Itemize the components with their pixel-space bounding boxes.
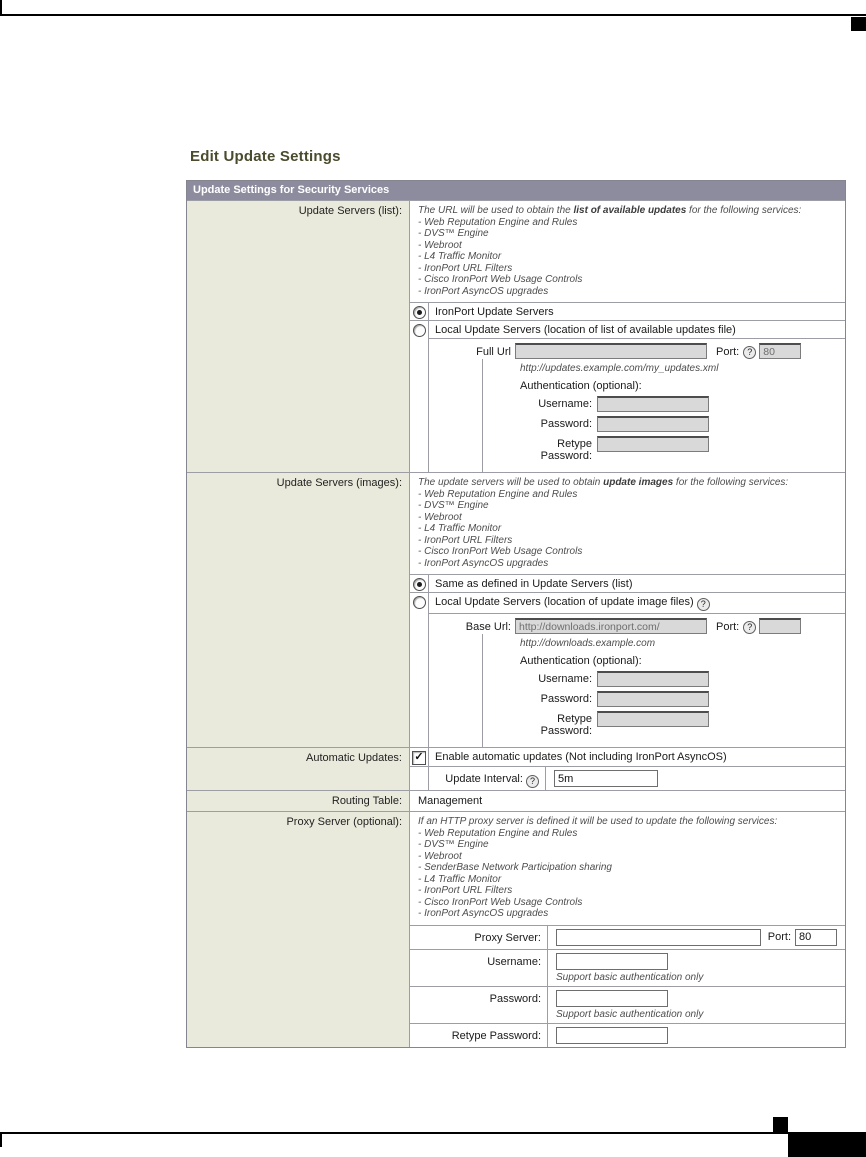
bottom-square-mark: [773, 1117, 788, 1132]
service-item: - L4 Traffic Monitor: [418, 251, 502, 262]
desc-text: The URL will be used to obtain the: [418, 205, 574, 216]
retype-password-label: Retype Password:: [410, 1024, 548, 1047]
routing-table-value: Management: [418, 795, 483, 807]
option-label: [429, 593, 845, 613]
update-interval-input[interactable]: [554, 770, 658, 787]
service-item: - IronPort AsyncOS upgrades: [418, 285, 549, 297]
service-item: - DVS™ Engine: [418, 839, 489, 850]
port-label: Port:: [767, 931, 791, 943]
row-label: Routing Table:: [187, 791, 410, 811]
checkbox-label: Enable automatic updates (Not including IronPort AsyncOS): [435, 751, 727, 763]
service-item: - Web Reputation Engine and Rules: [418, 216, 578, 228]
service-list: [418, 828, 839, 920]
top-right-square-mark: [851, 17, 866, 31]
service-item: - IronPort URL Filters: [418, 885, 513, 896]
password-input[interactable]: [597, 416, 709, 432]
update-interval-label: [429, 767, 546, 790]
service-item: - L4 Traffic Monitor: [418, 523, 502, 534]
option-label: IronPort Update Servers: [435, 306, 554, 318]
service-list: [418, 489, 839, 570]
port-input[interactable]: [759, 343, 801, 359]
option-label: Local Update Servers (location of list of available updates file): [435, 324, 736, 336]
authentication-title: Authentication (optional):: [520, 380, 642, 392]
proxy-password-field-row: [410, 986, 845, 1023]
base-url-label: Base Url:: [465, 621, 511, 633]
desc-text: The update servers will be used to obtain: [418, 477, 604, 488]
help-icon[interactable]: ?: [743, 346, 756, 359]
service-item: - DVS™ Engine: [418, 228, 489, 239]
port-label: Port:: [716, 346, 740, 358]
proxy-server-input[interactable]: [556, 929, 761, 946]
row-automatic-updates: [187, 747, 845, 790]
row-routing-table: [187, 790, 845, 811]
username-label: Username:: [410, 950, 548, 986]
row-label: Update Servers (images):: [187, 473, 410, 747]
service-item: - Webroot: [418, 511, 462, 523]
list-description: [410, 201, 845, 302]
service-item: - Cisco IronPort Web Usage Controls: [418, 896, 583, 908]
authentication-title: Authentication (optional):: [520, 655, 642, 667]
update-interval-label-text: Update Interval:: [445, 773, 523, 785]
service-item: - IronPort AsyncOS upgrades: [418, 908, 549, 919]
service-list: [418, 217, 839, 298]
full-url-label: Full Url: [476, 346, 511, 358]
desc-text: for the following services:: [686, 205, 802, 216]
radio-ironport-update-servers[interactable]: [413, 306, 426, 319]
bottom-left-edge-mark: [0, 1132, 2, 1147]
base-url-input[interactable]: [515, 618, 707, 634]
username-label: Username:: [538, 398, 592, 410]
enable-automatic-updates-checkbox[interactable]: ✓: [412, 751, 426, 765]
example-url: http://updates.example.com/my_updates.xml: [520, 363, 719, 374]
top-left-edge-mark: [0, 0, 2, 15]
top-rule: [0, 14, 866, 16]
username-input[interactable]: [597, 671, 709, 687]
option-local-update-servers-images: [410, 592, 845, 747]
retype-password-input[interactable]: [597, 711, 709, 727]
proxy-retype-password-field-row: [410, 1023, 845, 1047]
proxy-description: [410, 812, 845, 925]
password-label: Password:: [540, 418, 592, 430]
service-item: - Web Reputation Engine and Rules: [418, 488, 578, 500]
proxy-password-input[interactable]: [556, 990, 668, 1007]
username-input[interactable]: [597, 396, 709, 412]
page-title: Edit Update Settings: [190, 148, 341, 165]
bottom-rule: [0, 1132, 788, 1134]
password-label: Password:: [410, 987, 548, 1023]
service-item: - DVS™ Engine: [418, 500, 489, 511]
desc-text: for the following services:: [673, 477, 789, 488]
password-label: Password:: [540, 693, 592, 705]
service-item: - IronPort URL Filters: [418, 262, 513, 274]
radio-local-update-servers-images[interactable]: [413, 596, 426, 609]
row-label: Proxy Server (optional):: [187, 812, 410, 1047]
full-url-input[interactable]: [515, 343, 707, 359]
option-same-as-list: [410, 574, 845, 592]
radio-same-as-list[interactable]: [413, 578, 426, 591]
desc-bold-text: list of available updates: [573, 205, 687, 216]
service-item: - Webroot: [418, 239, 462, 251]
proxy-server-label: Proxy Server:: [410, 926, 548, 949]
example-url: http://downloads.example.com: [520, 638, 656, 649]
help-icon[interactable]: ?: [743, 621, 756, 634]
row-update-servers-images: [187, 472, 845, 747]
option-ironport-update-servers: [410, 302, 845, 320]
password-input[interactable]: [597, 691, 709, 707]
option-label: Same as defined in Update Servers (list): [435, 578, 633, 590]
desc-bold-text: update images: [603, 477, 674, 488]
username-label: Username:: [538, 673, 592, 685]
indent-cell: [410, 767, 429, 790]
help-icon[interactable]: ?: [526, 775, 539, 788]
images-description: [410, 473, 845, 574]
service-item: - IronPort AsyncOS upgrades: [418, 557, 549, 569]
service-item: - SenderBase Network Participation sharing: [418, 862, 612, 873]
option-local-update-servers-list: [410, 320, 845, 472]
auth-hint: Support basic authentication only: [556, 971, 704, 983]
table-header: Update Settings for Security Services: [187, 181, 845, 200]
help-icon[interactable]: ?: [697, 598, 710, 611]
row-label: Automatic Updates:: [187, 748, 410, 790]
update-settings-table: [186, 180, 846, 1048]
retype-password-input[interactable]: [597, 436, 709, 452]
port-input[interactable]: [759, 618, 801, 634]
service-item: - Cisco IronPort Web Usage Controls: [418, 274, 583, 285]
proxy-username-input[interactable]: [556, 953, 668, 970]
service-item: - L4 Traffic Monitor: [418, 873, 502, 885]
bottom-right-block-mark: [788, 1132, 866, 1157]
proxy-username-field-row: [410, 949, 845, 986]
service-item: - Webroot: [418, 850, 462, 862]
port-label: Port:: [716, 621, 740, 633]
radio-local-update-servers-list[interactable]: [413, 324, 426, 337]
retype-password-label: Retype Password:: [540, 713, 592, 737]
retype-password-label: Retype Password:: [540, 438, 592, 462]
row-proxy-server: [187, 811, 845, 1047]
service-item: - Web Reputation Engine and Rules: [418, 827, 578, 839]
row-label: Update Servers (list):: [187, 201, 410, 472]
service-item: - IronPort URL Filters: [418, 534, 513, 546]
proxy-server-field-row: [410, 925, 845, 949]
proxy-port-input[interactable]: [795, 929, 837, 946]
row-update-servers-list: [187, 200, 845, 472]
auth-hint: Support basic authentication only: [556, 1008, 704, 1020]
desc-text: If an HTTP proxy server is defined it will be used to update the following services:: [418, 816, 778, 827]
option-label-text: Local Update Servers (location of update image files): [435, 596, 694, 608]
proxy-retype-password-input[interactable]: [556, 1027, 668, 1044]
service-item: - Cisco IronPort Web Usage Controls: [418, 546, 583, 557]
